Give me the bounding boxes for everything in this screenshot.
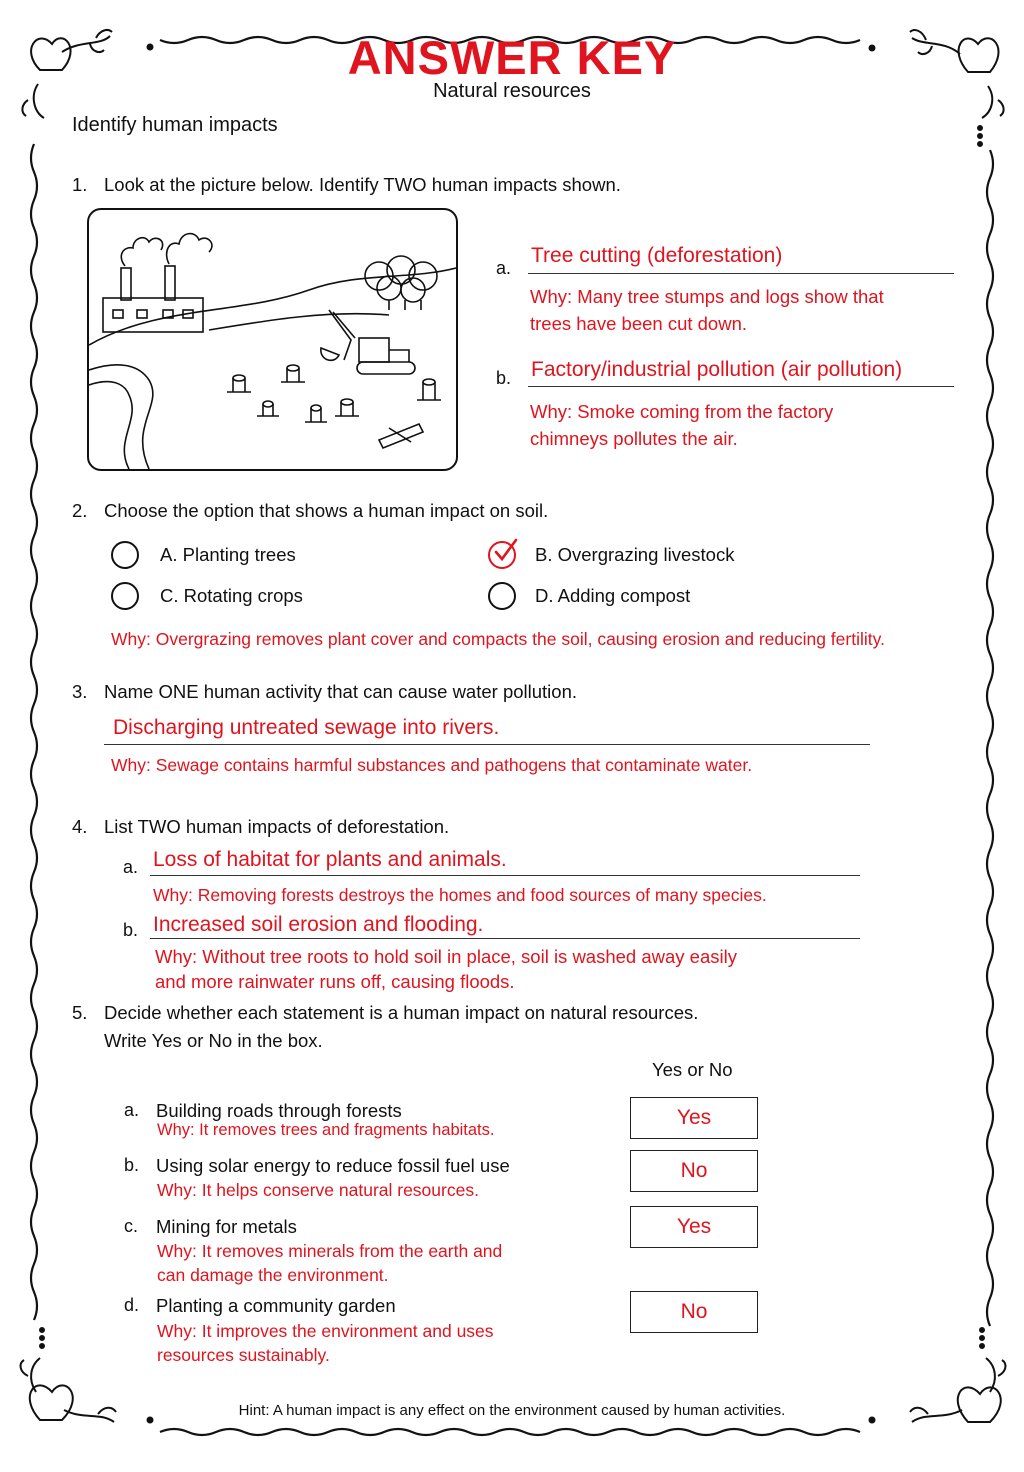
explanation-text: Why: Many tree stumps and logs show that (530, 286, 884, 307)
answer-letter: b. (123, 920, 139, 940)
question-prompt: Name ONE human activity that can cause water pollution. (104, 681, 578, 702)
answer-text: Discharging untreated sewage into rivers. (113, 716, 500, 739)
statement-letter: a. (124, 1100, 140, 1120)
explanation-text: Why: It removes trees and fragments habitats. (157, 1121, 495, 1139)
statement-text: Planting a community garden (156, 1295, 396, 1316)
question-number: 4. (72, 816, 88, 837)
explanation-text: Why: Smoke coming from the factory (530, 401, 834, 422)
answer-line (104, 744, 870, 745)
explanation-text: Why: It improves the environment and uses (157, 1321, 494, 1341)
explanation-text: Why: Sewage contains harmful substances and pathogens that contaminate water. (111, 755, 753, 775)
answer-line (528, 386, 954, 387)
option-label: D. Adding compost (535, 585, 691, 606)
question-number: 5. (72, 1002, 88, 1023)
excavator-icon (321, 310, 415, 374)
answer-letter: a. (496, 258, 512, 278)
tree-icon (365, 256, 437, 310)
explanation-text: Why: Removing forests destroys the homes and food sources of many species. (153, 885, 767, 905)
answer-line (150, 938, 860, 939)
page-subtitle: Natural resources (433, 80, 591, 102)
hint-text: Hint: A human impact is any effect on the environment caused by human activities. (238, 1402, 786, 1419)
page-title: ANSWER KEY (347, 31, 677, 84)
explanation-text: Why: Without tree roots to hold soil in place, soil is washed away easily (155, 946, 737, 967)
answer-text: Increased soil erosion and flooding. (153, 913, 484, 936)
answer-letter: b. (496, 368, 512, 388)
explanation-text: Why: Overgrazing removes plant cover and compacts the soil, causing erosion and reducing fertility. (111, 629, 885, 649)
statement-letter: d. (124, 1295, 140, 1315)
question-prompt: List TWO human impacts of deforestation. (104, 816, 450, 837)
explanation-text: chimneys pollutes the air. (530, 428, 738, 449)
answer-letter: a. (123, 857, 139, 877)
option-label: B. Overgrazing livestock (535, 544, 735, 565)
statement-letter: b. (124, 1155, 140, 1175)
question-number: 3. (72, 681, 88, 702)
answer-text: Tree cutting (deforestation) (531, 244, 783, 267)
landscape-illustration (87, 208, 458, 471)
answer-text: Factory/industrial pollution (air pollution) (531, 358, 903, 381)
statement-text: Using solar energy to reduce fossil fuel use (156, 1155, 510, 1176)
question-prompt: Look at the picture below. Identify TWO human impacts shown. (104, 174, 621, 195)
statement-text: Mining for metals (156, 1216, 297, 1237)
option-label: A. Planting trees (160, 544, 296, 565)
explanation-text: resources sustainably. (157, 1345, 330, 1365)
explanation-text: Why: It helps conserve natural resources. (157, 1180, 479, 1200)
statement-text: Building roads through forests (156, 1100, 402, 1121)
answer-line (150, 875, 860, 876)
question-number: 2. (72, 500, 88, 521)
section-heading: Identify human impacts (72, 114, 278, 136)
explanation-text: and more rainwater runs off, causing floods. (155, 971, 515, 992)
radio-option-a[interactable] (111, 541, 139, 569)
question-prompt: Write Yes or No in the box. (104, 1030, 323, 1051)
explanation-text: Why: It removes minerals from the earth and (157, 1241, 503, 1261)
column-header: Yes or No (652, 1059, 733, 1080)
statement-letter: c. (124, 1216, 139, 1236)
answer-box[interactable]: No (630, 1150, 758, 1192)
explanation-text: can damage the environment. (157, 1265, 389, 1285)
explanation-text: trees have been cut down. (530, 313, 748, 334)
answer-text: Loss of habitat for plants and animals. (153, 848, 507, 871)
question-number: 1. (72, 174, 88, 195)
answer-box[interactable]: Yes (630, 1097, 758, 1139)
log-icon (379, 424, 423, 448)
radio-option-d[interactable] (488, 582, 516, 610)
option-label: C. Rotating crops (160, 585, 303, 606)
radio-option-c[interactable] (111, 582, 139, 610)
factory-icon (103, 234, 212, 332)
answer-box[interactable]: Yes (630, 1206, 758, 1248)
question-prompt: Choose the option that shows a human impact on soil. (104, 500, 549, 521)
checkmark-icon (490, 536, 520, 566)
answer-line (528, 273, 954, 274)
question-prompt: Decide whether each statement is a human impact on natural resources. (104, 1002, 699, 1023)
answer-box[interactable]: No (630, 1291, 758, 1333)
